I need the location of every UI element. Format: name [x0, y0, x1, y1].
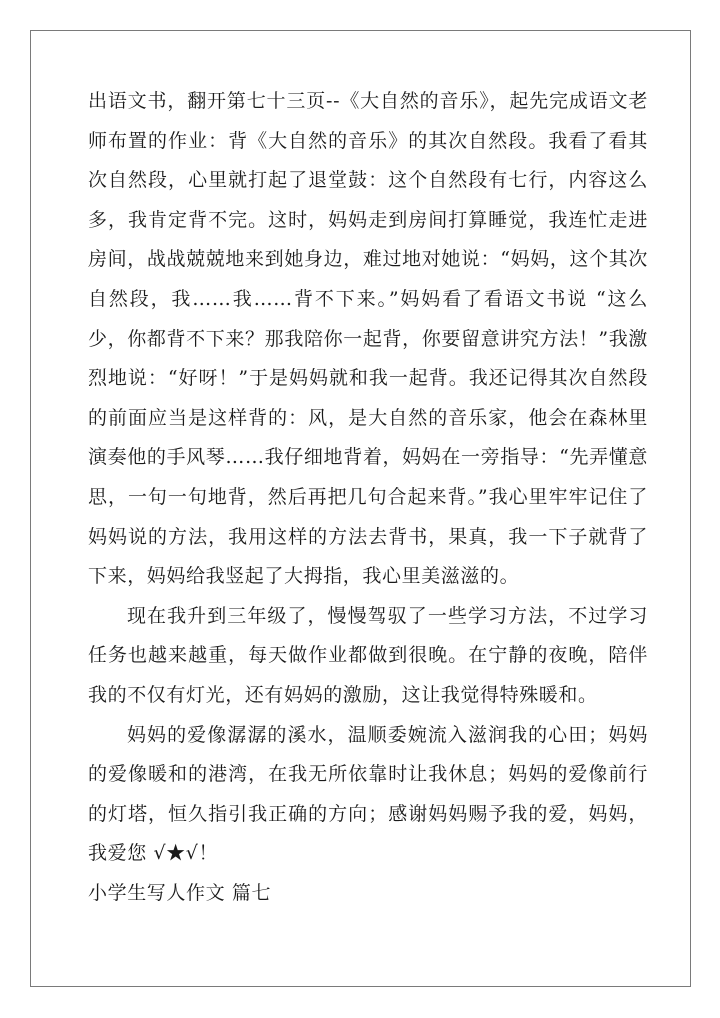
section-heading: 小学生写人作文 篇七	[88, 881, 272, 904]
paragraph-2: 现在我升到三年级了，慢慢驾驭了一些学习方法，不过学习任务也越来越重，每天做作业都做到很晚。在宁静的夜晚，陪伴我的不仅有灯光，还有妈妈的激励，这让我觉得特殊暖和。	[88, 604, 648, 706]
paragraph-3: 妈妈的爱像潺潺的溪水，温顺委婉流入滋润我的心田；妈妈的爱像暖和的港湾，在我无所依靠时让我休息；妈妈的爱像前行的灯塔，恒久指引我正确的方向；感谢妈妈赐予我的爱，妈妈，我爱您 √★√！	[88, 723, 648, 865]
document-body	[88, 82, 648, 913]
paragraph-1: 出语文书，翻开第七十三页--《大自然的音乐》，起先完成语文老师布置的作业：背《大自然的音乐》的其次自然段。我看了看其次自然段，心里就打起了退堂鼓：这个自然段有七行，内容这么多，我肯定背不完。这时，妈妈走到房间打算睡觉，我连忙走进房间，战战兢兢地来到她身边，难过地对她说：“妈妈，这个其次自然段，我……我……背不下来。”妈妈看了看语文书说 “这么少，你都背不下来？那我陪你一起背，你要留意讲究方法！”我激烈地说：“好呀！”于是妈妈就和我一起背。我还记得其次自然段的前面应当是这样背的：风，是大自然的音乐家，他会在森林里演奏他的手风琴……我仔细地背着，妈妈在一旁指导：“先弄懂意思，一句一句地背，然后再把几句合起来背。”我心里牢牢记住了妈妈说的方法，我用这样的方法去背书，果真，我一下子就背了下来，妈妈给我竖起了大拇指，我心里美滋滋的。	[88, 90, 648, 588]
